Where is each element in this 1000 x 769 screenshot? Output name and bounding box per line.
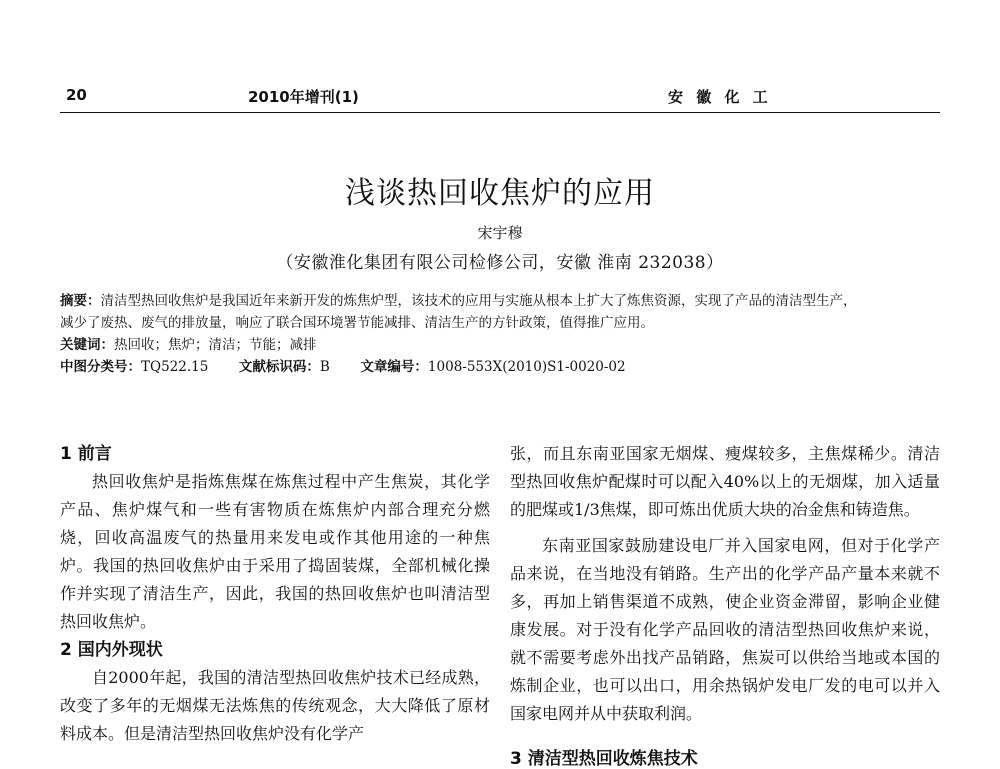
abstract-text-2: 减少了废热、废气的排放量，响应了联合国环境署节能减排、清洁生产的方针政策，值得推广应用。 — [60, 315, 654, 331]
keywords-label: 关键词： — [60, 337, 114, 353]
section-1-heading: 1 前言 — [60, 444, 112, 464]
right-column — [510, 440, 940, 728]
issue-label: 2010年增刊(1) — [248, 88, 359, 106]
section-2-heading: 2 国内外现状 — [60, 640, 163, 660]
section-3-heading: 3 清洁型热回收炼焦技术 — [510, 749, 698, 769]
right-paragraph-2: 东南亚国家鼓励建设电厂并入国家电网，但对于化学产品来说，在当地没有销路。生产出的化学产品产量本来就不多，再加上销售渠道不成熟，使企业资金滞留，影响企业健康发展。对于没有化学产品回收的清洁型热回收焦炉来说，就不需要考虑外出找产品销路，焦炭可以供给当地或本国的炼制企业，也可以出口，用余热锅炉发电厂发的电可以并入国家电网并从中获取利润。 — [510, 536, 940, 723]
abstract-label: 摘要： — [60, 293, 101, 309]
journal-name: 安 徽 化 工 — [668, 88, 772, 106]
right-paragraph-1: 张，而且东南亚国家无烟煤、瘦煤较多，主焦煤稀少。清洁型热回收焦炉配煤时可以配入40%以上的无烟煤，加入适量的肥煤或1/3焦煤，即可炼出优质大块的冶金焦和铸造焦。 — [510, 444, 940, 519]
author-affiliation: （安徽淮化集团有限公司检修公司，安徽 淮南 232038） — [276, 253, 724, 273]
article-number-value: 1008-553X(2010)S1-0020-02 — [427, 359, 626, 375]
doc-code-label: 文献标识码： — [238, 359, 320, 375]
abstract — [60, 290, 945, 378]
clc-value: TQ522.15 — [141, 359, 209, 375]
classification-line — [60, 356, 945, 378]
article-title: 浅谈热回收焦炉的应用 — [345, 176, 655, 211]
abstract-line-2 — [60, 312, 945, 334]
section-1-paragraph: 热回收焦炉是指炼焦煤在炼焦过程中产生焦炭，其化学产品、焦炉煤气和一些有害物质在炼焦炉内部合理充分燃烧，回收高温废气的热量用来发电或作其他用途的一种焦炉。我国的热回收焦炉由于采用了捣固装煤，全部机械化操作并实现了清洁生产，因此，我国的热回收焦炉也叫清洁型热回收焦炉。 — [60, 472, 490, 631]
page-number: 20 — [66, 86, 87, 104]
article-number-label: 文章编号： — [360, 359, 428, 375]
doc-code-value: B — [319, 359, 330, 375]
clc-label: 中图分类号： — [60, 359, 141, 375]
keywords-line — [60, 334, 945, 356]
left-column — [60, 440, 490, 748]
section-2-paragraph: 自2000年起，我国的清洁型热回收焦炉技术已经成熟，改变了多年的无烟煤无法炼焦的传统观念，大大降低了原材料成本。但是清洁型热回收焦炉没有化学产 — [60, 668, 490, 743]
article-author: 宋宇穆 — [477, 224, 523, 242]
abstract-line-1 — [60, 290, 945, 312]
abstract-text-1: 清洁型热回收焦炉是我国近年来新开发的炼焦炉型，该技术的应用与实施从根本上扩大了炼焦资源，实现了产品的清洁型生产， — [100, 293, 857, 309]
header-rule — [60, 112, 940, 113]
keywords-text: 热回收；焦炉；清洁；节能；减排 — [114, 337, 317, 353]
